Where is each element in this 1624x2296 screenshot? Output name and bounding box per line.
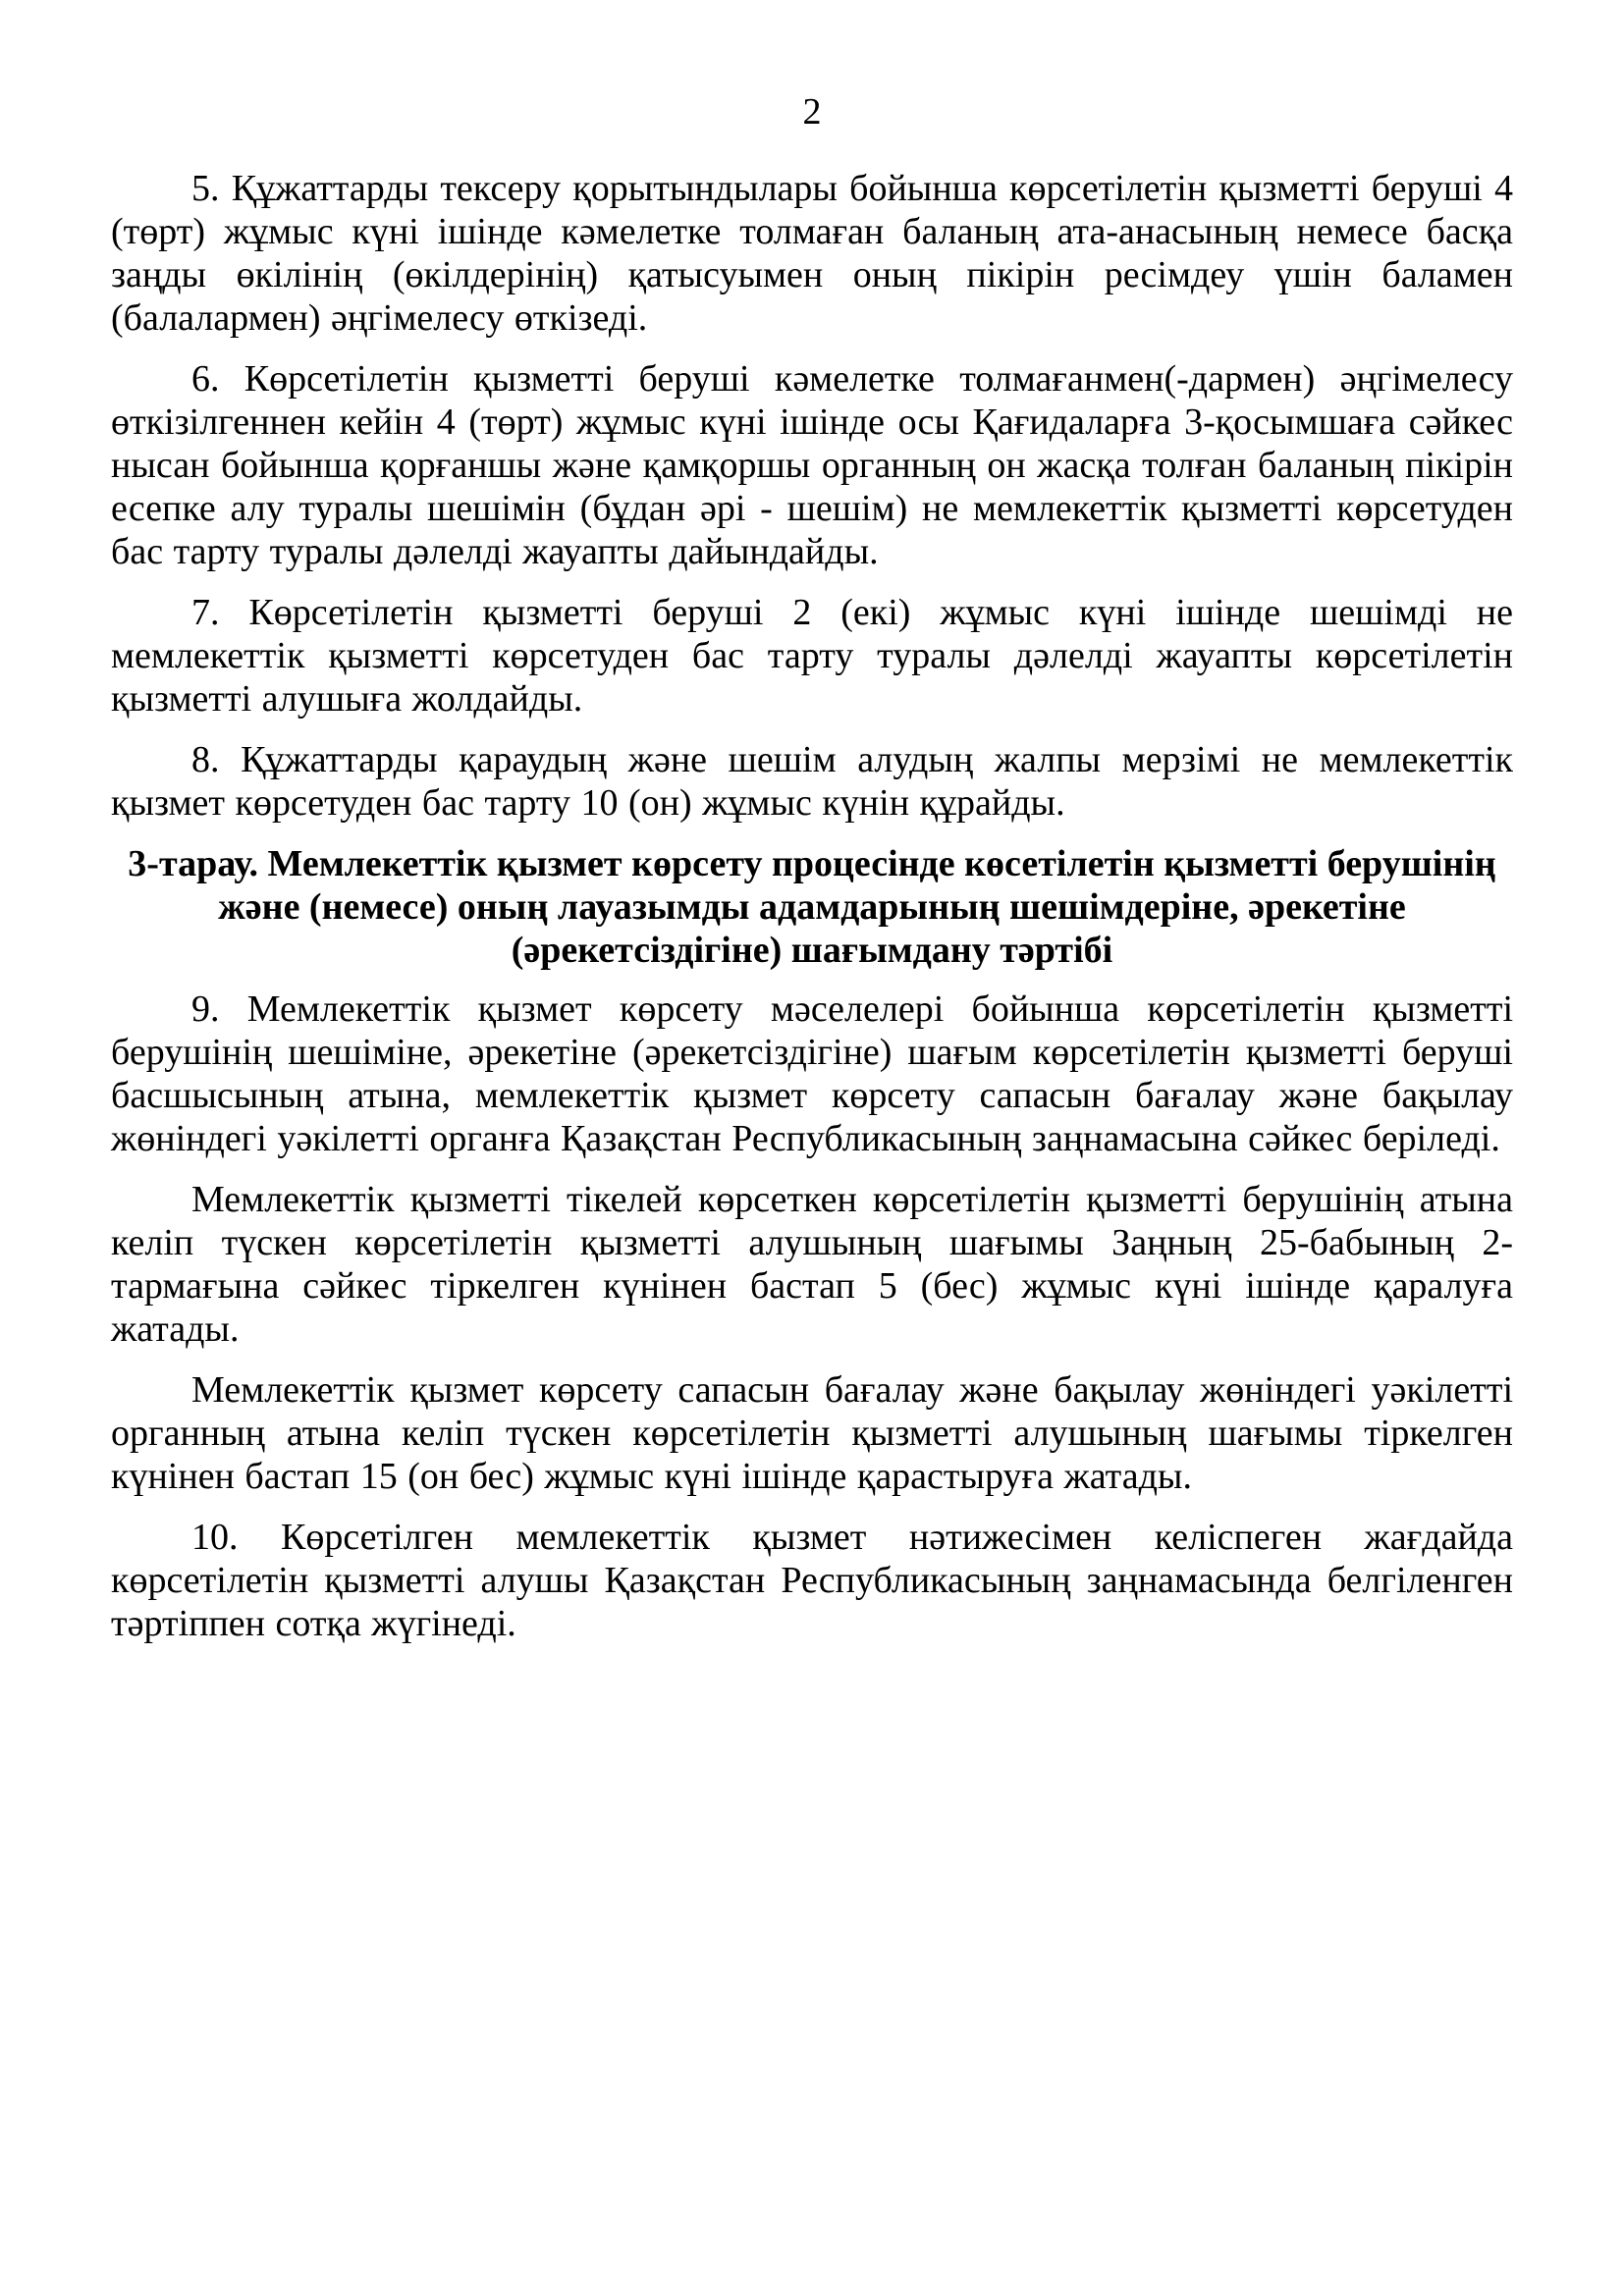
chapter-heading <box>111 842 1513 972</box>
paragraph: 9. Мемлекеттік қызмет көрсету мәселелері бойынша көрсетілетін қызметті берушінің шешіміне, әрекетіне (әрекетсіздігіне) шағым көрсетілетін қызметті беруші басшысының атына, мемлекеттік қызмет көрсету сапасын бағалау және бақылау жөніндегі уәкілетті органға Қазақстан Республикасының заңнамасына сәйкес беріледі. <box>111 988 1513 1159</box>
heading-line: және (немесе) оның лауазымды адамдарының шешімдеріне, әрекетіне <box>218 886 1406 928</box>
paragraph: Мемлекеттік қызмет көрсету сапасын бағалау және бақылау жөніндегі уәкілетті органның атына келіп түскен көрсетілетін қызметті алушының шағымы тіркелген күнінен бастап 15 (он бес) жұмыс күні ішінде қарастыруға жатады. <box>111 1369 1513 1497</box>
paragraph: 6. Көрсетілетін қызметті беруші кәмелетке толмағанмен(-дармен) әңгімелесу өткізілгеннен кейін 4 (төрт) жұмыс күні ішінде осы Қағидаларға 3-қосымшаға сәйкес нысан бойынша қорғаншы және қамқоршы органның он жасқа толған баланың пікірін есепке алу туралы шешімін (бұдан әрі - шешім) не мемлекеттік қызметті көрсетуден бас тарту туралы дәлелді жауапты дайындайды. <box>111 358 1513 572</box>
paragraph: 7. Көрсетілетін қызметті беруші 2 (екі) жұмыс күні ішінде шешімді не мемлекеттік қызметті көрсетуден бас тарту туралы дәлелді жауапты көрсетілетін қызметті алушыға жолдайды. <box>111 592 1513 720</box>
paragraph: Мемлекеттік қызметті тікелей көрсеткен көрсетілетін қызметті берушінің атына келіп түскен көрсетілетін қызметті алушының шағымы Заңның 25-бабының 2-тармағына сәйкес тіркелген күнінен бастап 5 (бес) жұмыс күні ішінде қаралуға жатады. <box>111 1179 1513 1350</box>
paragraph: 10. Көрсетілген мемлекеттік қызмет нәтижесімен келіспеген жағдайда көрсетілетін қызметті алушы Қазақстан Республикасының заңнамасында белгіленген тәртіппен сотқа жүгінеді. <box>111 1517 1513 1644</box>
page-number: 2 <box>802 91 822 133</box>
paragraph: 5. Құжаттарды тексеру қорытындылары бойынша көрсетілетін қызметті беруші 4 (төрт) жұмыс күні ішінде кәмелетке толмаған баланың ата-анасының немесе басқа заңды өкілінің (өкілдерінің) қатысуымен оның пікірін ресімдеу үшін баламен (балалармен) әңгімелесу өткізеді. <box>111 168 1513 339</box>
paragraph: 8. Құжаттарды қараудың және шешім алудың жалпы мерзімі не мемлекеттік қызмет көрсетуден бас тарту 10 (он) жұмыс күнін құрайды. <box>111 739 1513 824</box>
heading-line: 3-тарау. Мемлекеттік қызмет көрсету процесінде көсетілетін қызметті берушінің <box>128 843 1496 884</box>
heading-line: (әрекетсіздігіне) шағымдану тәртібі <box>511 930 1113 971</box>
